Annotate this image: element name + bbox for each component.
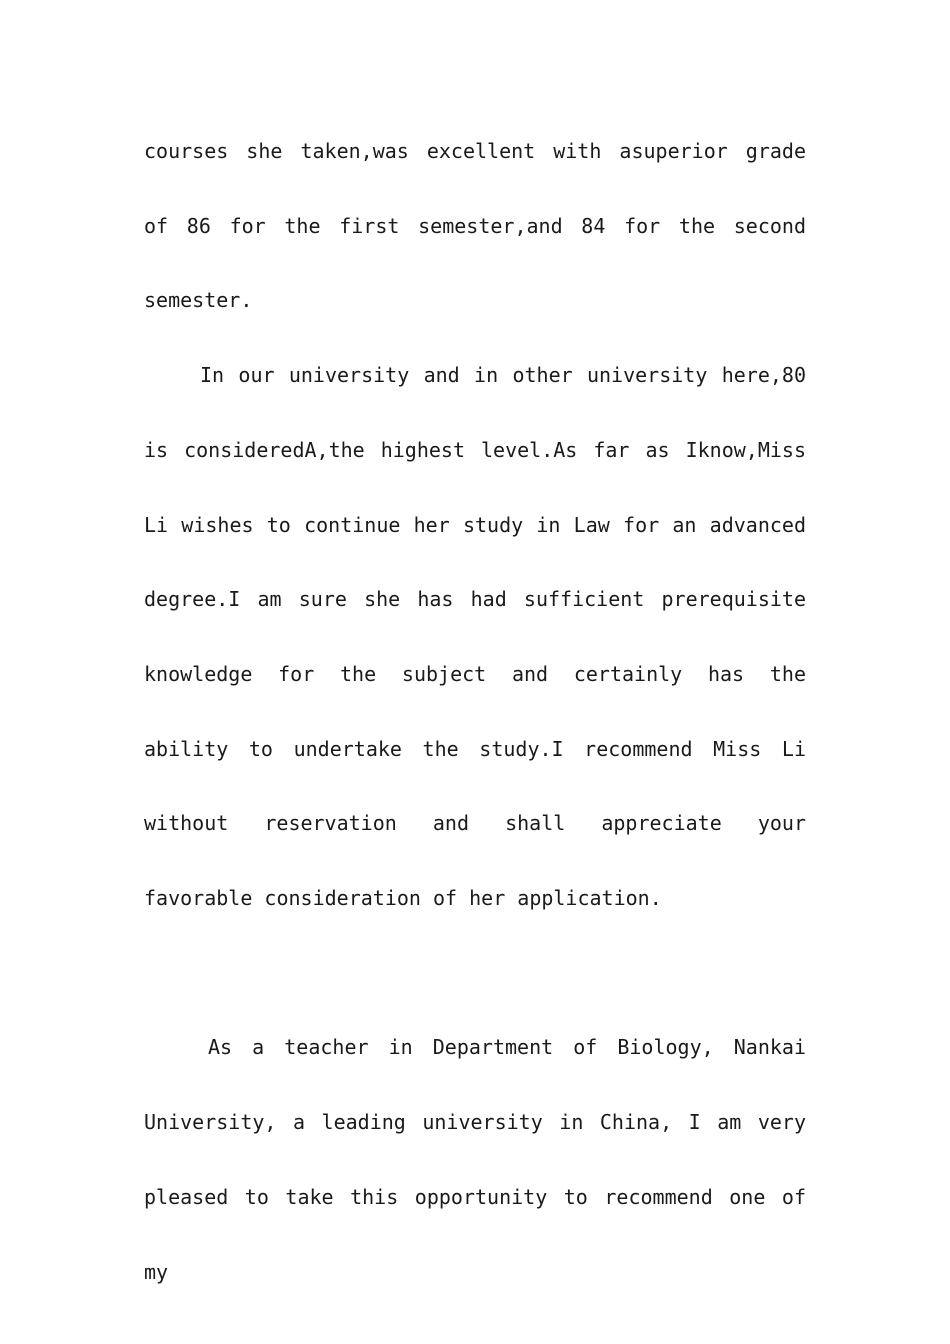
paragraph-grades: courses she taken,was excellent with asuperior grade of 86 for the first semester,and 84 for the second semester. [144, 139, 806, 313]
paragraph-spacer [144, 936, 806, 1011]
paragraph-recommendation: In our university and in other university here,80 is consideredA,the highest level.As far as Iknow,Miss Li wishes to continue her study in Law for an advanced degree.I am sure she has had sufficient prerequisite knowledge for the subject and certainly has the ability to undertake the study.I recommend Miss Li without reservation and shall appreciate your favorable consideration of her application. [144, 363, 806, 911]
document-body [144, 114, 806, 1309]
paragraph-teacher-intro: As a teacher in Department of Biology, Nankai University, a leading university in China, I am very pleased to take this opportunity to recommend one of my [144, 1035, 806, 1284]
